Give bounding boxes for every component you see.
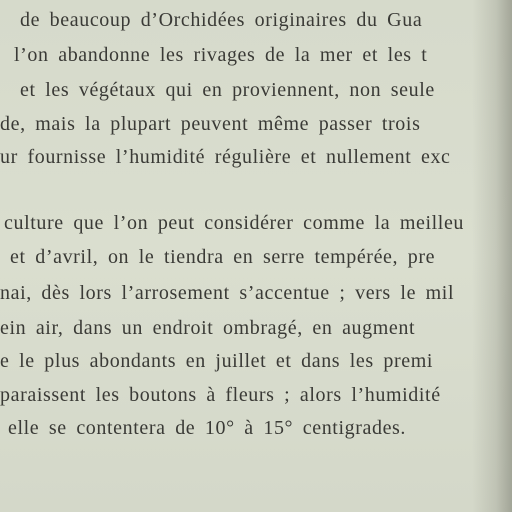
text-line: paraissent les boutons à fleurs ; alors l’humidité [0,384,441,406]
text-line: e le plus abondants en juillet et dans les premi [0,350,434,372]
text-line: nai, dès lors l’arrosement s’accentue ; vers le mil [0,282,455,304]
text-line: de, mais la plupart peuvent même passer trois [0,113,421,135]
text-line: culture que l’on peut considérer comme la meilleu [4,212,465,234]
text-line: et les végétaux qui en proviennent, non seule [20,79,435,101]
text-line: l’on abandonne les rivages de la mer et les t [14,44,428,66]
text-line: de beaucoup d’Orchidées originaires du Gua [20,9,423,31]
text-line: ein air, dans un endroit ombragé, en augment [0,317,416,339]
text-line: ur fournisse l’humidité régulière et nullement exc [0,146,451,168]
text-line: et d’avril, on le tiendra en serre tempérée, pre [10,246,436,268]
text-line: elle se contentera de 10° à 15° centigrades. [8,417,407,439]
page-edge-shadow [472,0,512,512]
